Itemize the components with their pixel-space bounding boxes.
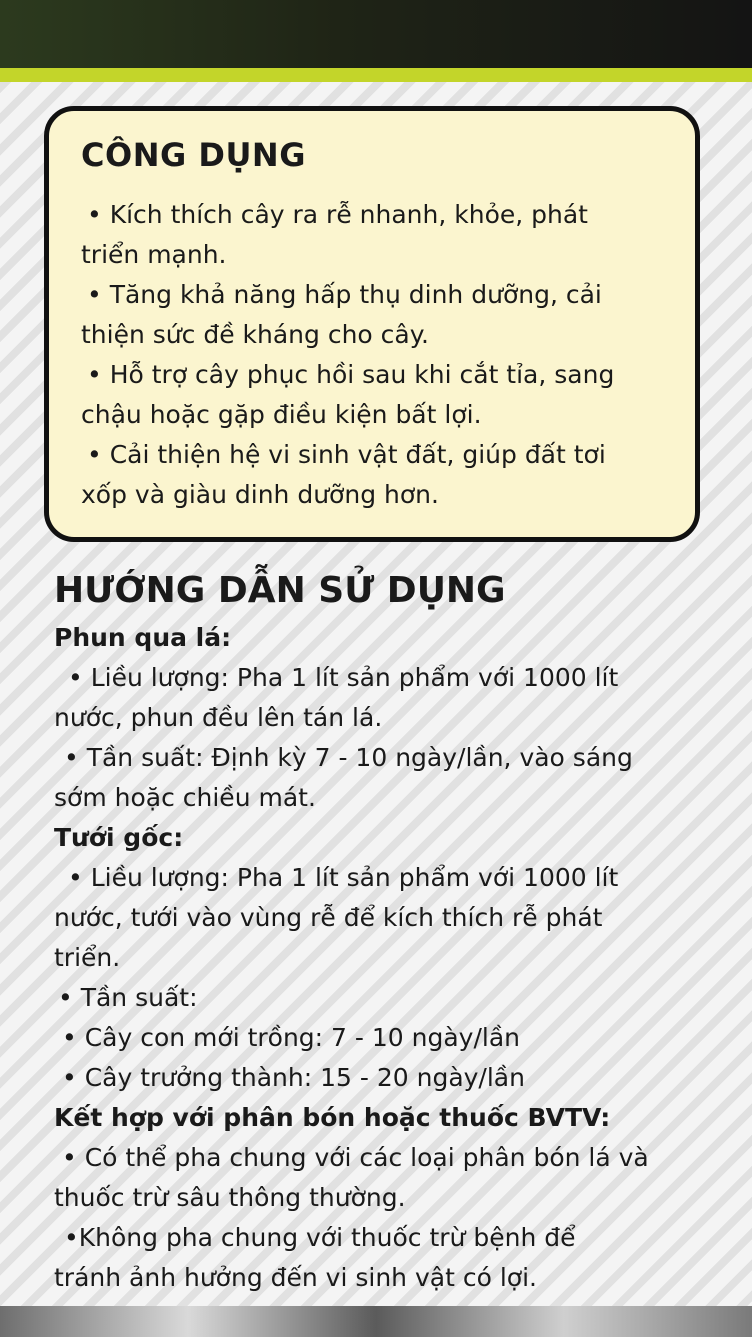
header-band	[0, 0, 752, 68]
benefit-line: xốp và giàu dinh dưỡng hơn.	[81, 480, 439, 509]
usage-line: • Tần suất:	[58, 983, 198, 1012]
usage-line: • Có thể pha chung với các loại phân bón lá và	[62, 1143, 649, 1172]
usage-line: sớm hoặc chiều mát.	[54, 783, 316, 812]
usage-line: • Liều lượng: Pha 1 lít sản phẩm với 1000 lít	[68, 663, 619, 692]
usage-line: • Cây con mới trồng: 7 - 10 ngày/lần	[62, 1023, 520, 1052]
benefit-line: thiện sức đề kháng cho cây.	[81, 320, 429, 349]
root-watering-heading: Tưới gốc:	[54, 823, 184, 852]
accent-stripe	[0, 68, 752, 82]
benefit-line: • Tăng khả năng hấp thụ dinh dưỡng, cải	[87, 280, 602, 309]
footer-band	[0, 1306, 752, 1337]
usage-line: • Cây trưởng thành: 15 - 20 ngày/lần	[62, 1063, 525, 1092]
benefit-line: triển mạnh.	[81, 240, 227, 269]
benefit-line: • Hỗ trợ cây phục hồi sau khi cắt tỉa, sang	[87, 360, 615, 389]
combination-heading: Kết hợp với phân bón hoặc thuốc BVTV:	[54, 1103, 611, 1132]
benefits-card	[44, 106, 700, 542]
usage-line: •Không pha chung với thuốc trừ bệnh để	[64, 1223, 576, 1252]
usage-title: HƯỚNG DẪN SỬ DỤNG	[54, 570, 506, 611]
benefit-line: chậu hoặc gặp điều kiện bất lợi.	[81, 400, 482, 429]
usage-section	[54, 566, 716, 1298]
benefit-line: • Kích thích cây ra rễ nhanh, khỏe, phát	[87, 200, 588, 229]
usage-line: thuốc trừ sâu thông thường.	[54, 1183, 406, 1212]
usage-line: triển.	[54, 943, 121, 972]
benefit-line: • Cải thiện hệ vi sinh vật đất, giúp đất tơi	[87, 440, 606, 469]
usage-line: nước, phun đều lên tán lá.	[54, 703, 383, 732]
usage-line: • Tần suất: Định kỳ 7 - 10 ngày/lần, vào sáng	[64, 743, 633, 772]
usage-line: nước, tưới vào vùng rễ để kích thích rễ phát	[54, 903, 603, 932]
usage-line: tránh ảnh hưởng đến vi sinh vật có lợi.	[54, 1263, 537, 1292]
usage-line: • Liều lượng: Pha 1 lít sản phẩm với 1000 lít	[68, 863, 619, 892]
foliar-spray-heading: Phun qua lá:	[54, 623, 232, 652]
benefits-title: CÔNG DỤNG	[81, 136, 306, 174]
